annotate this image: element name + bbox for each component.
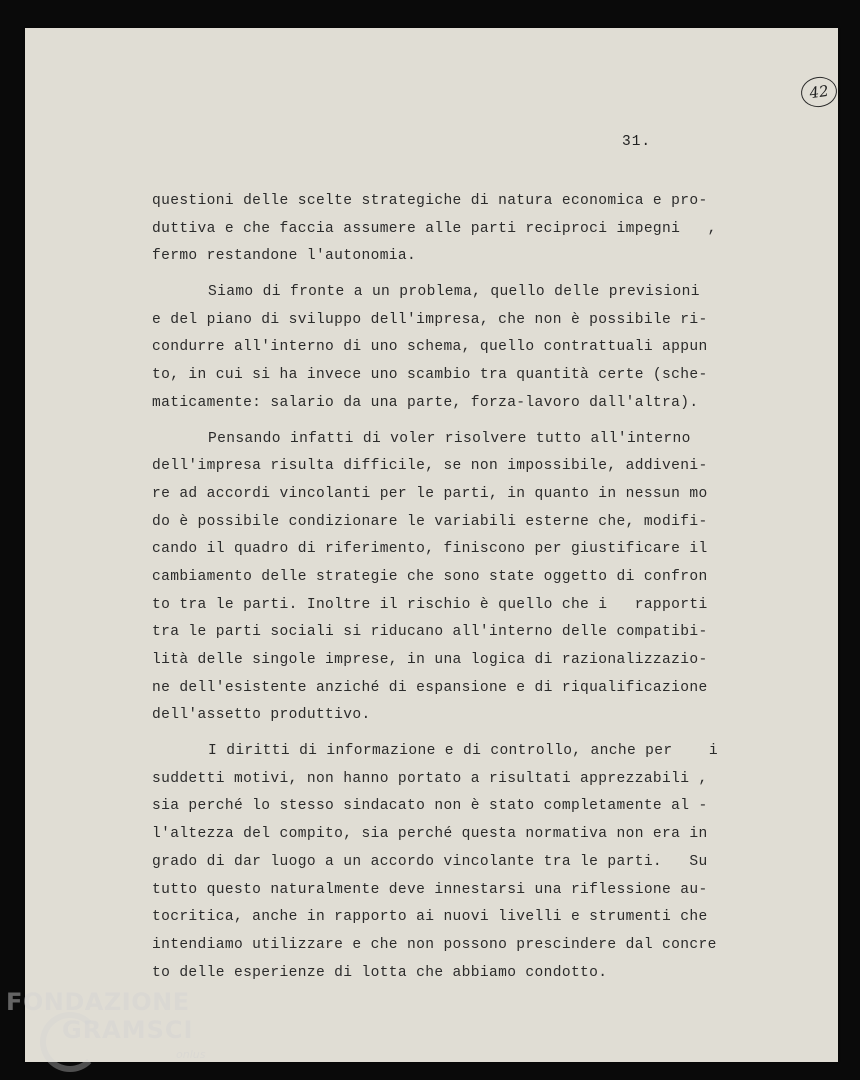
text-line: duttiva e che faccia assumere alle parti reciproci impegni , xyxy=(152,220,717,237)
text-line: maticamente: salario da una parte, forza-lavoro dall'altra). xyxy=(152,394,699,411)
text-line: lità delle singole imprese, in una logica di razionalizzazio- xyxy=(152,652,708,668)
text-line: cando il quadro di riferimento, finiscono per giustificare il xyxy=(152,541,708,558)
text-line: questioni delle scelte strategiche di natura economica e pro- xyxy=(152,193,708,209)
text-line: Pensando infatti di voler risolvere tutto all'interno xyxy=(208,430,691,447)
text-line: to tra le parti. Inoltre il rischio è quello che i rapporti xyxy=(152,596,708,613)
text-line: suddetti motivi, non hanno portato a risultati apprezzabili , xyxy=(152,770,708,787)
text-line: sia perché lo stesso sindacato non è stato completamente al - xyxy=(152,798,708,815)
watermark-line-1: FONDAZIONE xyxy=(6,988,190,1016)
text-line: to delle esperienze di lotta che abbiamo condotto. xyxy=(152,964,608,981)
text-line: to, in cui si ha invece uno scambio tra quantità certe (sche- xyxy=(152,367,708,384)
text-line: ne dell'esistente anziché di espansione e di riqualificazione xyxy=(152,679,708,696)
text-line: dell'impresa risulta difficile, se non impossibile, addiveni- xyxy=(152,458,708,475)
text-line: re ad accordi vincolanti per le parti, in quanto in nessun mo xyxy=(152,485,708,502)
text-line: Siamo di fronte a un problema, quello delle previsioni xyxy=(208,284,700,301)
text-line: grado di dar luogo a un accordo vincolante tra le parti. Su xyxy=(152,853,708,870)
text-line: tutto questo naturalmente deve innestarsi una riflessione au- xyxy=(152,881,708,898)
paragraph xyxy=(152,426,732,731)
watermark-line-2: GRAMSCI xyxy=(62,1016,194,1044)
body-text xyxy=(152,188,732,995)
text-line: tra le parti sociali si riducano all'interno delle compatibi- xyxy=(152,624,708,641)
document-page xyxy=(25,28,838,1062)
text-line: e del piano di sviluppo dell'impresa, che non è possibile ri- xyxy=(152,311,708,328)
text-line: I diritti di informazione e di controllo, anche per i xyxy=(208,743,719,760)
watermark-line-3: onlus xyxy=(176,1048,206,1061)
paragraph xyxy=(152,279,732,417)
text-line: condurre all'interno di uno schema, quello contrattuali appun xyxy=(152,339,708,356)
text-line: intendiamo utilizzare e che non possono prescindere dal concre xyxy=(152,936,717,953)
text-line: tocritica, anche in rapporto ai nuovi livelli e strumenti che xyxy=(152,909,708,926)
paragraph xyxy=(152,738,732,987)
text-line: cambiamento delle strategie che sono state oggetto di confron xyxy=(152,568,708,585)
paragraph xyxy=(152,188,732,271)
archive-page-number: 42 xyxy=(799,75,839,110)
text-line: fermo restandone l'autonomia. xyxy=(152,248,417,265)
text-line: l'altezza del compito, sia perché questa normativa non era in xyxy=(152,826,708,843)
text-line: do è possibile condizionare le variabili esterne che, modifi- xyxy=(152,513,708,530)
page-number: 31. xyxy=(622,134,652,150)
fondazione-gramsci-watermark xyxy=(6,988,216,1076)
text-line: dell'assetto produttivo. xyxy=(152,707,371,724)
